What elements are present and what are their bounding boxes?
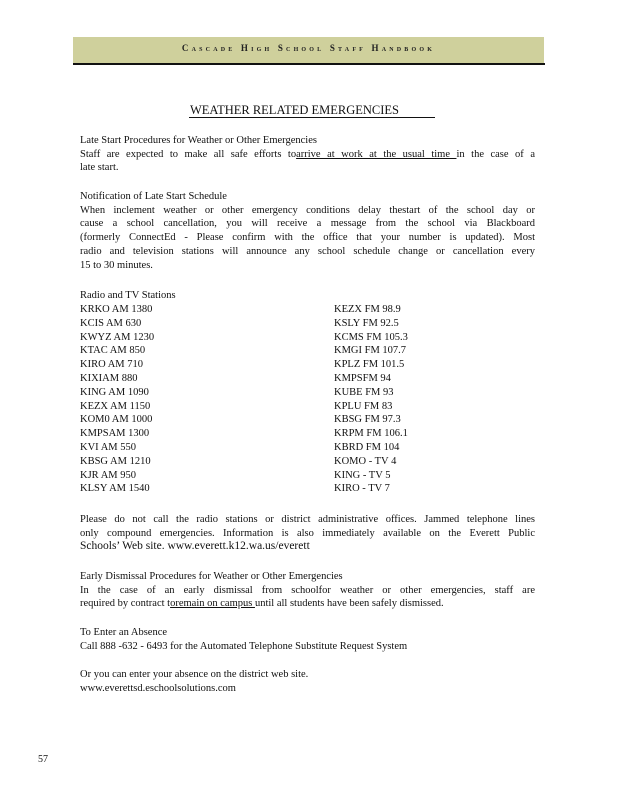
station-item: KCIS AM 630 — [80, 317, 142, 329]
notification-section — [80, 190, 535, 272]
station-item: KMPSAM 1300 — [80, 428, 150, 440]
early-dismissal-heading: Early Dismissal Procedures for Weather or Other Emergencies — [80, 571, 343, 582]
station-item: KCMS FM 105.3 — [334, 331, 408, 343]
station-item: KPLU FM 83 — [334, 400, 393, 412]
absence-section — [80, 626, 535, 653]
stations-heading: Radio and TV Stations — [80, 290, 176, 301]
late-start-line-1 — [80, 148, 535, 162]
late-start-line-2: late start. — [80, 162, 119, 174]
station-item: KPLZ FM 101.5 — [334, 359, 405, 371]
handbook-title: Cascade High School Staff Handbook — [181, 43, 436, 53]
absence-phone-line: Call 888 -632 - 6493 for the Automated Telephone Substitute Request System — [80, 640, 408, 652]
station-item: KOMO - TV 4 — [334, 455, 397, 467]
station-item: KIXIAM 880 — [80, 372, 138, 384]
station-item: KEZX FM 98.9 — [334, 304, 401, 315]
notification-line: (formerly ConnectEd - Please confirm with the office that your number is updated). Most — [80, 232, 535, 244]
notification-line: When inclement weather or other emergency conditions delay thestart of the school day or — [80, 204, 535, 216]
station-item: KVI AM 550 — [80, 441, 137, 453]
early-dismissal-text-post: until all students have been safely dismissed. — [254, 598, 444, 610]
station-item: KBRD FM 104 — [334, 441, 400, 453]
station-item: KRKO AM 1380 — [80, 304, 153, 315]
eschool-link[interactable]: www.everettsd.eschoolsolutions.com — [80, 682, 236, 694]
page-title: WEATHER RELATED EMERGENCIES — [190, 103, 400, 117]
header-rule — [73, 63, 545, 65]
page-number: 57 — [38, 754, 48, 765]
notification-line: 15 to 30 minutes. — [80, 259, 153, 271]
online-absence-line: Or you can enter your absence on the district web site. — [80, 669, 309, 680]
early-dismissal-line: In the case of an early dismissal from schoolfor weather or other emergencies, staff are — [80, 584, 535, 596]
station-item: KWYZ AM 1230 — [80, 331, 155, 343]
station-item: KLSY AM 1540 — [80, 483, 150, 495]
station-item: KBSG AM 1210 — [80, 455, 151, 467]
station-item: KEZX AM 1150 — [80, 400, 151, 412]
late-start-text-pre: Staff are expected to make all safe efforts to — [80, 148, 297, 160]
late-start-heading: Late Start Procedures for Weather or Other Emergencies — [80, 135, 317, 146]
station-item: KUBE FM 93 — [334, 386, 394, 398]
station-item: KJR AM 950 — [80, 469, 137, 481]
am-stations-list — [80, 303, 280, 496]
online-absence-section — [80, 668, 535, 695]
late-start-emphasis: arrive at work at the usual time — [296, 148, 457, 160]
station-item: KSLY FM 92.5 — [334, 317, 399, 329]
title-underline — [189, 117, 435, 118]
notification-line: cause a school cancellation, you will receive a message from the school via Blackboard — [80, 218, 535, 230]
early-dismissal-section — [80, 570, 535, 611]
station-item: KOM0 AM 1000 — [80, 414, 153, 426]
station-item: KBSG FM 97.3 — [334, 414, 401, 426]
late-start-text-post: in the case of a — [456, 148, 535, 160]
station-item: KRPM FM 106.1 — [334, 428, 408, 440]
do-not-call-line: Please do not call the radio stations or district administrative offices. Jammed telephone lines — [80, 514, 535, 525]
early-dismissal-line — [80, 597, 535, 611]
station-item: KMGI FM 107.7 — [334, 345, 407, 357]
absence-heading: To Enter an Absence — [80, 627, 168, 638]
early-dismissal-text-pre: required by contract t — [80, 598, 171, 610]
late-start-section — [80, 134, 535, 175]
do-not-call-section — [80, 513, 535, 554]
fm-tv-stations-list — [334, 303, 534, 496]
station-item: KTAC AM 850 — [80, 345, 146, 357]
notification-heading: Notification of Late Start Schedule — [80, 191, 227, 202]
station-item: KMPSFM 94 — [334, 372, 391, 384]
station-item: KIRO - TV 7 — [334, 483, 390, 495]
station-item: KING AM 1090 — [80, 386, 149, 398]
notification-line: radio and television stations will announce any school schedule change or cancellation every — [80, 245, 535, 257]
station-item: KING - TV 5 — [334, 469, 391, 481]
do-not-call-line: only compound emergencies. Information is also immediately available on the Everett Public — [80, 527, 535, 539]
everett-web-link[interactable]: Schools’ Web site. www.everett.k12.wa.us/everett — [80, 540, 310, 553]
station-item: KIRO AM 710 — [80, 359, 144, 371]
early-dismissal-emphasis: oremain on campus — [170, 598, 255, 610]
